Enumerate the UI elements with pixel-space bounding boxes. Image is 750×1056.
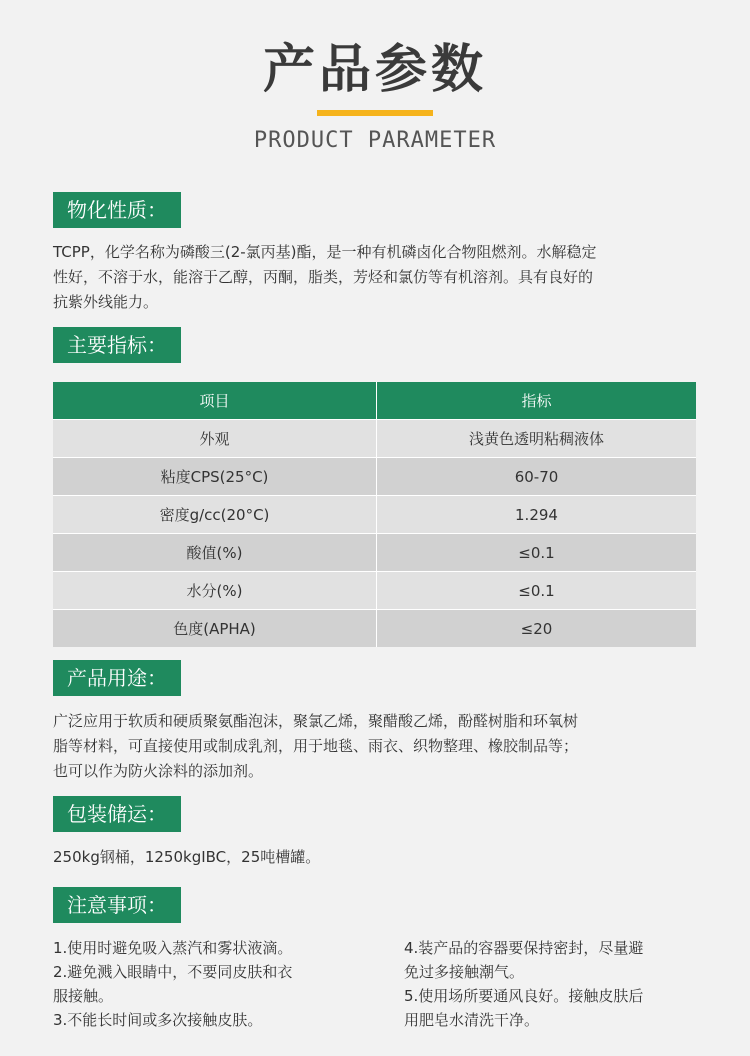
- spec-value: 60-70: [377, 458, 697, 496]
- properties-line: TCPP，化学名称为磷酸三(2-氯丙基)酯，是一种有机磷卤化合物阻燃剂。水解稳定: [53, 243, 597, 261]
- spec-name: 粘度CPS(25°C): [53, 458, 377, 496]
- spec-name: 水分(%): [53, 572, 377, 610]
- table-row: [53, 458, 696, 496]
- table-row: [53, 610, 696, 648]
- properties-text: [53, 240, 703, 315]
- spec-value: ≤0.1: [377, 534, 697, 572]
- column-header-item: 项目: [53, 382, 377, 420]
- usage-line: 广泛应用于软质和硬质聚氨酯泡沫，聚氯乙烯，聚醋酸乙烯，酚醛树脂和环氧树: [53, 712, 579, 730]
- table-header-row: [53, 382, 696, 420]
- notes-left-column: [53, 936, 383, 1032]
- section-header-specs: 主要指标：: [53, 327, 181, 363]
- spec-name: 酸值(%): [53, 534, 377, 572]
- table-row: [53, 496, 696, 534]
- section-header-packaging: 包装储运：: [53, 796, 181, 832]
- page-title: 产品参数: [262, 40, 487, 100]
- spec-name: 色度(APHA): [53, 610, 377, 648]
- title-underline: [317, 110, 433, 116]
- spec-value: 1.294: [377, 496, 697, 534]
- section-header-notes: 注意事项：: [53, 887, 181, 923]
- note-line: 1.使用时避免吸入蒸汽和雾状液滴。: [53, 939, 293, 957]
- usage-text: [53, 709, 703, 784]
- section-header-properties: 物化性质：: [53, 192, 181, 228]
- spec-name: 外观: [53, 420, 377, 458]
- table-row: [53, 420, 696, 458]
- column-header-value: 指标: [377, 382, 697, 420]
- note-line: 用肥皂水清洗干净。: [404, 1011, 540, 1029]
- usage-line: 脂等材料，可直接使用或制成乳剂，用于地毯、雨衣、织物整理、橡胶制品等；: [53, 737, 579, 755]
- packaging-text: 250kg钢桶，1250kgIBC，25吨槽罐。: [53, 848, 321, 866]
- spec-value: 浅黄色透明粘稠液体: [377, 420, 697, 458]
- note-line: 免过多接触潮气。: [404, 963, 525, 981]
- properties-line: 抗紫外线能力。: [53, 293, 159, 311]
- spec-value: ≤20: [377, 610, 697, 648]
- note-line: 5.使用场所要通风良好。接触皮肤后: [404, 987, 644, 1005]
- spec-value: ≤0.1: [377, 572, 697, 610]
- note-line: 4.装产品的容器要保持密封，尽量避: [404, 939, 644, 957]
- usage-line: 也可以作为防火涂料的添加剂。: [53, 762, 264, 780]
- note-line: 3.不能长时间或多次接触皮肤。: [53, 1011, 263, 1029]
- page-subtitle: PRODUCT PARAMETER: [253, 128, 497, 153]
- table-row: [53, 572, 696, 610]
- note-line: 2.避免溅入眼睛中，不要同皮肤和衣: [53, 963, 293, 981]
- spec-table: [53, 382, 696, 647]
- spec-name: 密度g/cc(20°C): [53, 496, 377, 534]
- note-line: 服接触。: [53, 987, 114, 1005]
- table-row: [53, 534, 696, 572]
- notes-right-column: [404, 936, 714, 1032]
- properties-line: 性好，不溶于水，能溶于乙醇，丙酮，脂类，芳烃和氯仿等有机溶剂。具有良好的: [53, 268, 594, 286]
- section-header-usage: 产品用途：: [53, 660, 181, 696]
